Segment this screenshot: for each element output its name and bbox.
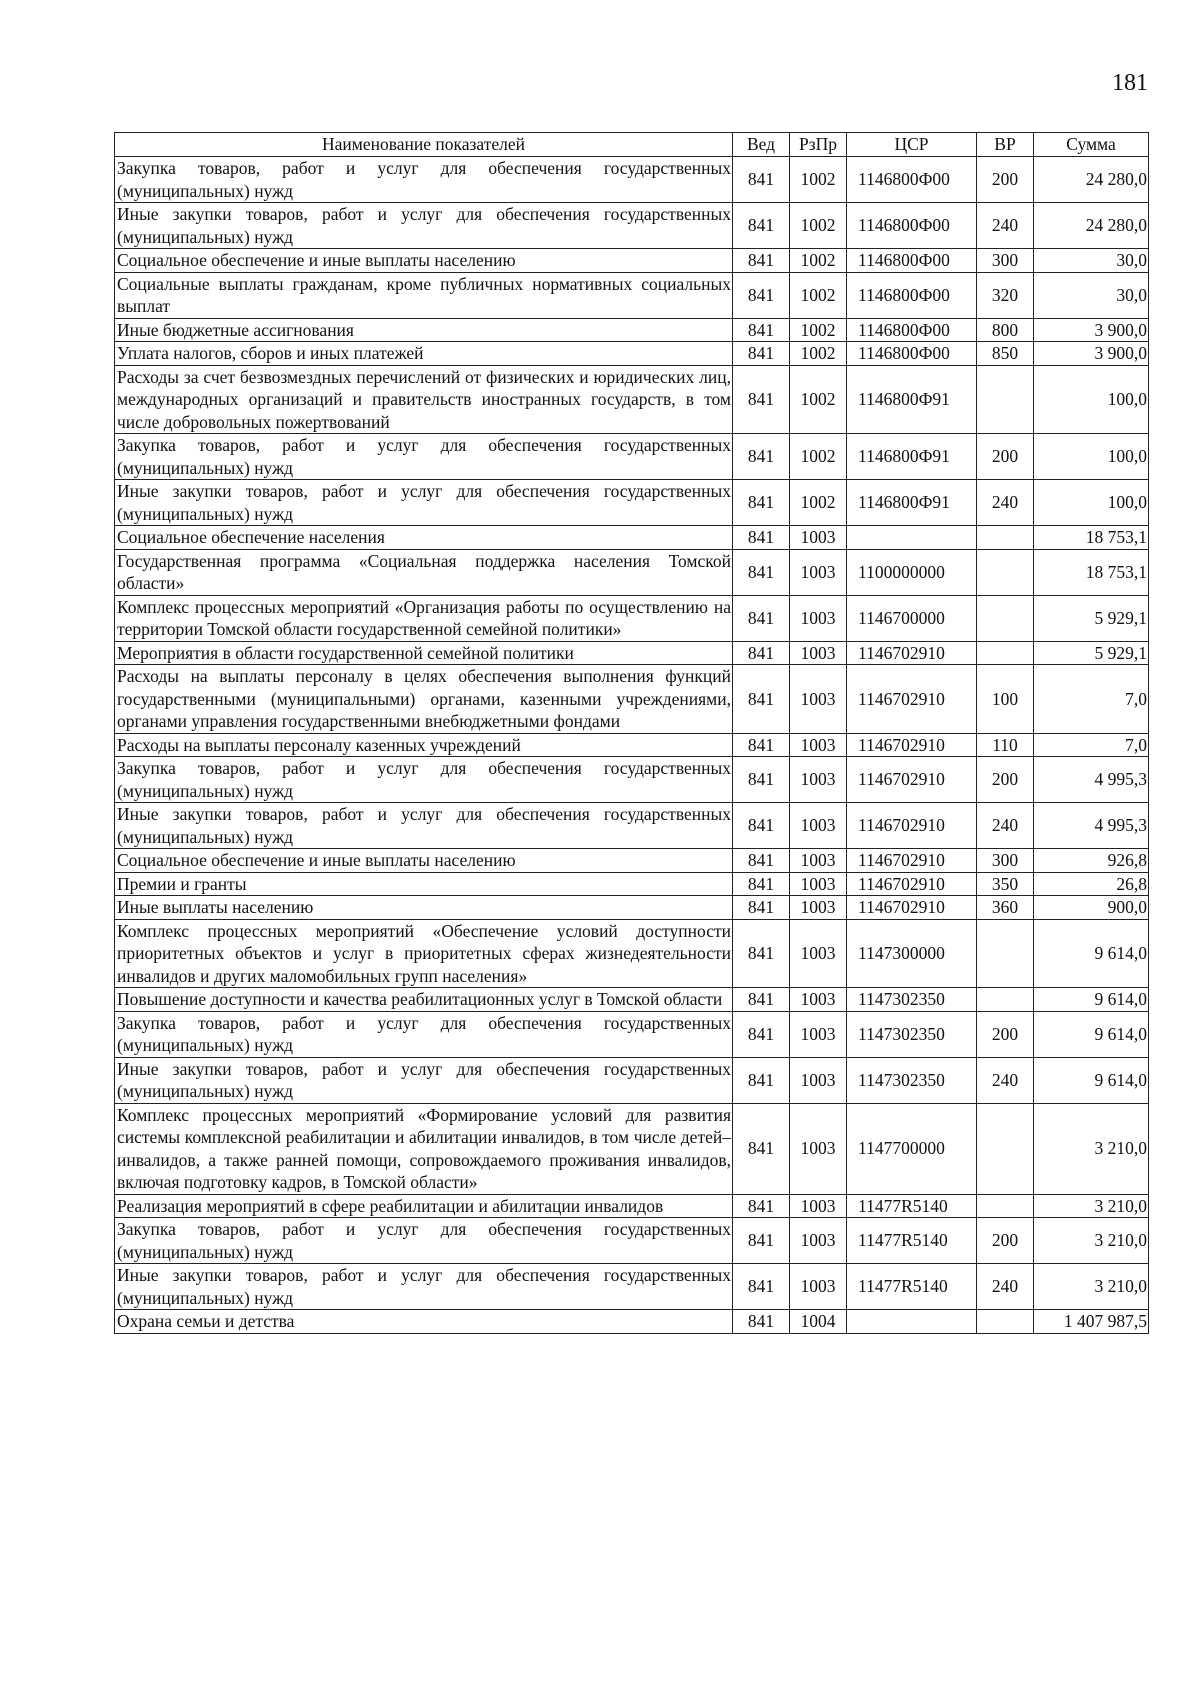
cell-sum: 100,0 (1034, 434, 1149, 480)
table-header-row (115, 133, 1149, 157)
cell-name: Иные закупки товаров, работ и услуг для обеспечения государственных (муниципальных) нужд (115, 1264, 733, 1310)
table-row (115, 595, 1149, 641)
cell-sum: 4 995,3 (1034, 803, 1149, 849)
table-row (115, 365, 1149, 434)
table-row (115, 526, 1149, 550)
cell-name: Социальное обеспечение и иные выплаты населению (115, 249, 733, 273)
table-row (115, 1103, 1149, 1194)
cell-vr: 240 (977, 1264, 1034, 1310)
cell-ved: 841 (733, 1011, 790, 1057)
cell-ved: 841 (733, 1264, 790, 1310)
cell-ved: 841 (733, 318, 790, 342)
table-row (115, 665, 1149, 734)
cell-rzpr: 1003 (790, 665, 847, 734)
cell-rzpr: 1003 (790, 988, 847, 1012)
table-row (115, 549, 1149, 595)
cell-name: Закупка товаров, работ и услуг для обеспечения государственных (муниципальных) нужд (115, 757, 733, 803)
cell-name: Расходы на выплаты персоналу в целях обеспечения выполнения функций государственными (муниципальными) органами, казенными учреждениями, органами управления государственными внебюджетными фондами (115, 665, 733, 734)
cell-vr: 200 (977, 157, 1034, 203)
cell-csr: 1146702910 (847, 665, 977, 734)
table-row (115, 896, 1149, 920)
cell-name: Премии и гранты (115, 872, 733, 896)
cell-name: Закупка товаров, работ и услуг для обеспечения государственных (муниципальных) нужд (115, 1011, 733, 1057)
table-row (115, 1264, 1149, 1310)
cell-sum: 7,0 (1034, 665, 1149, 734)
cell-sum: 24 280,0 (1034, 203, 1149, 249)
cell-name: Реализация мероприятий в сфере реабилитации и абилитации инвалидов (115, 1194, 733, 1218)
cell-csr: 1146800Ф00 (847, 318, 977, 342)
cell-rzpr: 1003 (790, 641, 847, 665)
table-row (115, 1057, 1149, 1103)
cell-csr: 1146702910 (847, 757, 977, 803)
cell-rzpr: 1003 (790, 1011, 847, 1057)
cell-sum: 24 280,0 (1034, 157, 1149, 203)
table-row (115, 1194, 1149, 1218)
table-row (115, 318, 1149, 342)
cell-name: Уплата налогов, сборов и иных платежей (115, 342, 733, 366)
header-name: Наименование показателей (115, 133, 733, 157)
cell-csr: 1146800Ф00 (847, 157, 977, 203)
cell-ved: 841 (733, 203, 790, 249)
cell-ved: 841 (733, 272, 790, 318)
cell-sum: 3 900,0 (1034, 342, 1149, 366)
cell-sum: 30,0 (1034, 249, 1149, 273)
cell-ved: 841 (733, 803, 790, 849)
cell-vr: 240 (977, 1057, 1034, 1103)
cell-rzpr: 1002 (790, 272, 847, 318)
cell-name: Охрана семьи и детства (115, 1310, 733, 1334)
table-row (115, 1218, 1149, 1264)
cell-rzpr: 1003 (790, 1057, 847, 1103)
cell-ved: 841 (733, 733, 790, 757)
cell-name: Иные закупки товаров, работ и услуг для обеспечения государственных (муниципальных) нужд (115, 203, 733, 249)
cell-csr: 1146800Ф00 (847, 249, 977, 273)
cell-vr: 110 (977, 733, 1034, 757)
cell-name: Социальные выплаты гражданам, кроме публичных нормативных социальных выплат (115, 272, 733, 318)
cell-sum: 5 929,1 (1034, 641, 1149, 665)
cell-vr (977, 365, 1034, 434)
cell-csr: 1100000000 (847, 549, 977, 595)
cell-csr: 1146800Ф00 (847, 272, 977, 318)
cell-csr: 1146800Ф91 (847, 434, 977, 480)
cell-csr: 1146800Ф91 (847, 365, 977, 434)
cell-name: Иные бюджетные ассигнования (115, 318, 733, 342)
cell-ved: 841 (733, 595, 790, 641)
page-number: 181 (1112, 70, 1148, 96)
cell-sum: 926,8 (1034, 849, 1149, 873)
cell-name: Комплекс процессных мероприятий «Организация работы по осуществлению на территории Томской области государственной семейной политики» (115, 595, 733, 641)
cell-rzpr: 1003 (790, 1194, 847, 1218)
cell-csr: 1147302350 (847, 988, 977, 1012)
cell-vr (977, 919, 1034, 988)
cell-rzpr: 1003 (790, 1103, 847, 1194)
cell-ved: 841 (733, 849, 790, 873)
table-row (115, 919, 1149, 988)
table-row (115, 1011, 1149, 1057)
cell-vr: 100 (977, 665, 1034, 734)
cell-sum: 26,8 (1034, 872, 1149, 896)
cell-vr: 240 (977, 203, 1034, 249)
cell-csr: 1146702910 (847, 803, 977, 849)
cell-sum: 18 753,1 (1034, 549, 1149, 595)
cell-ved: 841 (733, 434, 790, 480)
cell-sum: 9 614,0 (1034, 1011, 1149, 1057)
cell-vr: 300 (977, 849, 1034, 873)
cell-rzpr: 1003 (790, 595, 847, 641)
cell-rzpr: 1002 (790, 365, 847, 434)
table-row (115, 803, 1149, 849)
cell-vr (977, 526, 1034, 550)
header-ved: Вед (733, 133, 790, 157)
cell-sum: 900,0 (1034, 896, 1149, 920)
cell-name: Комплекс процессных мероприятий «Обеспечение условий доступности приоритетных объектов и услуг в приоритетных сферах жизнедеятельности инвалидов и других маломобильных групп населения» (115, 919, 733, 988)
cell-vr (977, 988, 1034, 1012)
cell-ved: 841 (733, 1194, 790, 1218)
table-row (115, 872, 1149, 896)
cell-ved: 841 (733, 919, 790, 988)
cell-vr: 320 (977, 272, 1034, 318)
cell-sum: 1 407 987,5 (1034, 1310, 1149, 1334)
table-row (115, 203, 1149, 249)
cell-csr: 1147302350 (847, 1057, 977, 1103)
cell-ved: 841 (733, 480, 790, 526)
cell-sum: 9 614,0 (1034, 988, 1149, 1012)
cell-rzpr: 1003 (790, 549, 847, 595)
table-body (115, 157, 1149, 1334)
cell-name: Мероприятия в области государственной семейной политики (115, 641, 733, 665)
cell-vr: 850 (977, 342, 1034, 366)
cell-csr: 1146702910 (847, 641, 977, 665)
cell-ved: 841 (733, 988, 790, 1012)
cell-vr (977, 549, 1034, 595)
cell-rzpr: 1003 (790, 896, 847, 920)
cell-vr (977, 1103, 1034, 1194)
cell-csr (847, 1310, 977, 1334)
cell-sum: 3 210,0 (1034, 1103, 1149, 1194)
cell-name: Социальное обеспечение и иные выплаты населению (115, 849, 733, 873)
cell-ved: 841 (733, 1103, 790, 1194)
cell-rzpr: 1002 (790, 434, 847, 480)
cell-vr: 240 (977, 480, 1034, 526)
cell-name: Иные закупки товаров, работ и услуг для обеспечения государственных (муниципальных) нужд (115, 1057, 733, 1103)
cell-vr: 200 (977, 1011, 1034, 1057)
table-row (115, 157, 1149, 203)
cell-rzpr: 1002 (790, 157, 847, 203)
cell-rzpr: 1003 (790, 849, 847, 873)
cell-rzpr: 1003 (790, 872, 847, 896)
cell-rzpr: 1002 (790, 203, 847, 249)
cell-vr: 200 (977, 434, 1034, 480)
cell-rzpr: 1002 (790, 318, 847, 342)
cell-rzpr: 1003 (790, 919, 847, 988)
table-row (115, 849, 1149, 873)
header-rzpr: РзПр (790, 133, 847, 157)
table-row (115, 434, 1149, 480)
table-row (115, 988, 1149, 1012)
header-vr: ВР (977, 133, 1034, 157)
cell-csr: 1147300000 (847, 919, 977, 988)
cell-name: Повышение доступности и качества реабилитационных услуг в Томской области (115, 988, 733, 1012)
cell-rzpr: 1003 (790, 803, 847, 849)
cell-vr (977, 1194, 1034, 1218)
cell-ved: 841 (733, 526, 790, 550)
table-row (115, 342, 1149, 366)
cell-vr: 300 (977, 249, 1034, 273)
cell-rzpr: 1003 (790, 757, 847, 803)
cell-csr (847, 526, 977, 550)
cell-ved: 841 (733, 641, 790, 665)
cell-sum: 100,0 (1034, 365, 1149, 434)
cell-ved: 841 (733, 896, 790, 920)
cell-csr: 11477R5140 (847, 1264, 977, 1310)
cell-sum: 9 614,0 (1034, 1057, 1149, 1103)
cell-ved: 841 (733, 872, 790, 896)
cell-name: Иные выплаты населению (115, 896, 733, 920)
table-row (115, 757, 1149, 803)
cell-csr: 1147302350 (847, 1011, 977, 1057)
cell-vr: 360 (977, 896, 1034, 920)
table-row (115, 272, 1149, 318)
cell-name: Закупка товаров, работ и услуг для обеспечения государственных (муниципальных) нужд (115, 434, 733, 480)
cell-rzpr: 1003 (790, 733, 847, 757)
cell-vr: 800 (977, 318, 1034, 342)
cell-ved: 841 (733, 157, 790, 203)
cell-ved: 841 (733, 1310, 790, 1334)
cell-name: Социальное обеспечение населения (115, 526, 733, 550)
cell-csr: 1146702910 (847, 896, 977, 920)
cell-rzpr: 1002 (790, 249, 847, 273)
cell-sum: 3 210,0 (1034, 1264, 1149, 1310)
cell-vr (977, 1310, 1034, 1334)
cell-sum: 3 210,0 (1034, 1194, 1149, 1218)
table-row (115, 480, 1149, 526)
cell-sum: 3 900,0 (1034, 318, 1149, 342)
cell-ved: 841 (733, 1057, 790, 1103)
cell-vr (977, 641, 1034, 665)
cell-sum: 3 210,0 (1034, 1218, 1149, 1264)
cell-ved: 841 (733, 249, 790, 273)
header-csr: ЦСР (847, 133, 977, 157)
cell-vr: 350 (977, 872, 1034, 896)
cell-csr: 1146800Ф00 (847, 203, 977, 249)
cell-ved: 841 (733, 549, 790, 595)
cell-sum: 9 614,0 (1034, 919, 1149, 988)
cell-csr: 1146700000 (847, 595, 977, 641)
cell-sum: 7,0 (1034, 733, 1149, 757)
cell-rzpr: 1003 (790, 526, 847, 550)
table-row (115, 249, 1149, 273)
cell-vr: 200 (977, 757, 1034, 803)
cell-csr: 1146702910 (847, 733, 977, 757)
table-row (115, 733, 1149, 757)
cell-name: Расходы на выплаты персоналу казенных учреждений (115, 733, 733, 757)
cell-ved: 841 (733, 757, 790, 803)
cell-ved: 841 (733, 1218, 790, 1264)
cell-csr: 11477R5140 (847, 1218, 977, 1264)
cell-rzpr: 1004 (790, 1310, 847, 1334)
cell-name: Государственная программа «Социальная поддержка населения Томской области» (115, 549, 733, 595)
header-sum: Сумма (1034, 133, 1149, 157)
cell-csr: 1146800Ф00 (847, 342, 977, 366)
cell-ved: 841 (733, 365, 790, 434)
cell-sum: 4 995,3 (1034, 757, 1149, 803)
cell-csr: 1146800Ф91 (847, 480, 977, 526)
cell-rzpr: 1002 (790, 480, 847, 526)
cell-name: Закупка товаров, работ и услуг для обеспечения государственных (муниципальных) нужд (115, 157, 733, 203)
table-row (115, 1310, 1149, 1334)
cell-rzpr: 1002 (790, 342, 847, 366)
cell-sum: 5 929,1 (1034, 595, 1149, 641)
cell-name: Иные закупки товаров, работ и услуг для обеспечения государственных (муниципальных) нужд (115, 803, 733, 849)
cell-csr: 11477R5140 (847, 1194, 977, 1218)
cell-csr: 1146702910 (847, 872, 977, 896)
budget-table (114, 132, 1149, 1334)
cell-name: Иные закупки товаров, работ и услуг для обеспечения государственных (муниципальных) нужд (115, 480, 733, 526)
cell-csr: 1146702910 (847, 849, 977, 873)
cell-name: Комплекс процессных мероприятий «Формирование условий для развития системы комплексной реабилитации и абилитации инвалидов, в том числе детей–инвалидов, а также ранней помощи, сопровождаемого проживания инвалидов, включая подготовку кадров, в Томской области» (115, 1103, 733, 1194)
cell-sum: 30,0 (1034, 272, 1149, 318)
cell-ved: 841 (733, 342, 790, 366)
cell-ved: 841 (733, 665, 790, 734)
cell-name: Закупка товаров, работ и услуг для обеспечения государственных (муниципальных) нужд (115, 1218, 733, 1264)
table-row (115, 641, 1149, 665)
cell-sum: 18 753,1 (1034, 526, 1149, 550)
cell-vr: 240 (977, 803, 1034, 849)
cell-vr: 200 (977, 1218, 1034, 1264)
cell-sum: 100,0 (1034, 480, 1149, 526)
cell-name: Расходы за счет безвозмездных перечислений от физических и юридических лиц, международных организаций и правительств иностранных государств, в том числе добровольных пожертвований (115, 365, 733, 434)
cell-vr (977, 595, 1034, 641)
cell-rzpr: 1003 (790, 1264, 847, 1310)
cell-rzpr: 1003 (790, 1218, 847, 1264)
cell-csr: 1147700000 (847, 1103, 977, 1194)
